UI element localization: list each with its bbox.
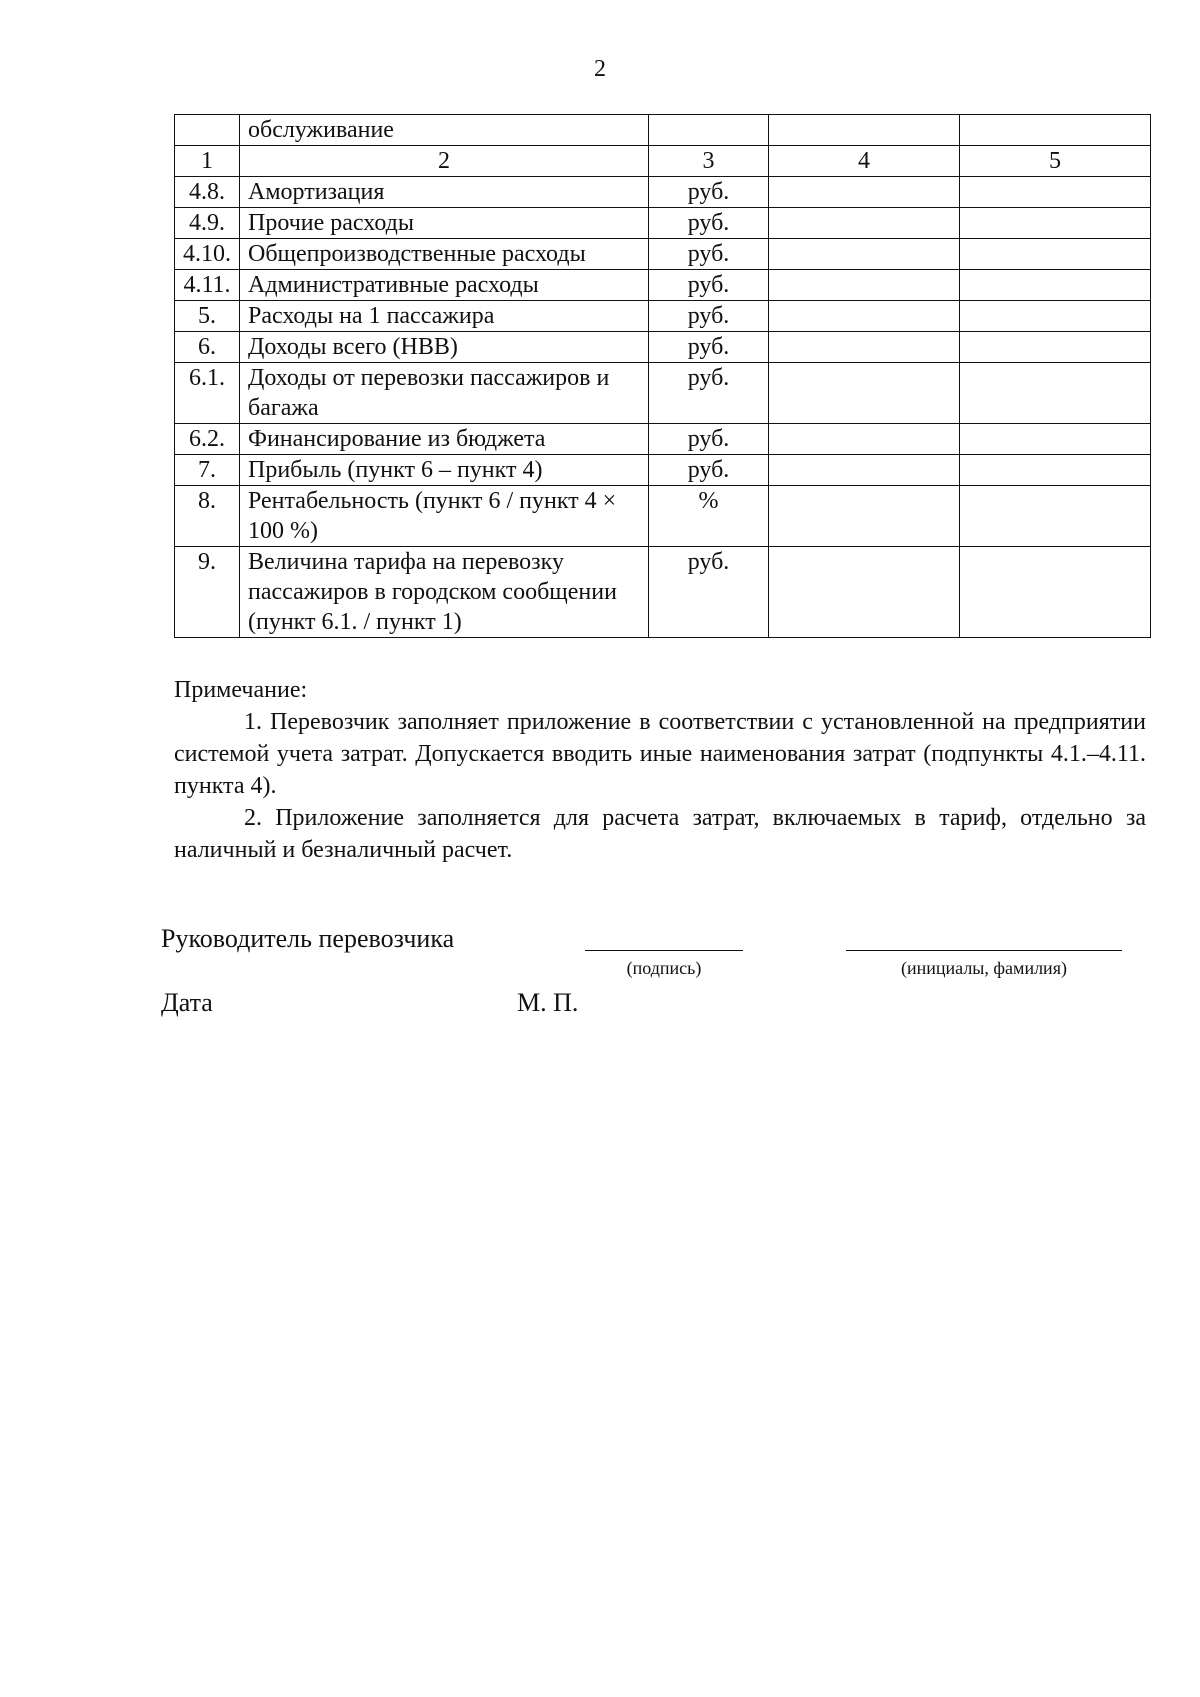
table-row (175, 455, 1151, 486)
note-item-1: 1. Перевозчик заполняет приложение в соответствии с установленной на предприятии системой учета затрат. Допускается вводить иные наименования затрат (подпункты 4.1.–4.11. пункта 4). (174, 709, 1146, 799)
cell-value-4 (769, 301, 960, 332)
cost-table (174, 114, 1151, 638)
cell-value-4 (769, 455, 960, 486)
cell-value-5 (960, 270, 1151, 301)
cell-name: Прибыль (пункт 6 – пункт 4) (240, 455, 649, 486)
cell-number: 6.2. (175, 424, 240, 455)
cell-value-4 (769, 239, 960, 270)
table-row (175, 363, 1151, 424)
signature-line (585, 950, 743, 951)
cell-name: 2 (240, 146, 649, 177)
cell-number: 4.11. (175, 270, 240, 301)
cell-name: Амортизация (240, 177, 649, 208)
cell-value-5 (960, 455, 1151, 486)
date-label: Дата (161, 988, 213, 1017)
stamp-label: М. П. (517, 988, 579, 1017)
cell-value-4 (769, 486, 960, 547)
table-row (175, 177, 1151, 208)
cell-unit (649, 115, 769, 146)
cell-unit: руб. (649, 177, 769, 208)
signature-row (161, 924, 1161, 984)
cell-number (175, 115, 240, 146)
cell-value-5 (960, 332, 1151, 363)
cell-name: Расходы на 1 пассажира (240, 301, 649, 332)
cell-number: 4.8. (175, 177, 240, 208)
cell-value-5: 5 (960, 146, 1151, 177)
table-row (175, 332, 1151, 363)
cell-value-4 (769, 363, 960, 424)
cell-value-4 (769, 424, 960, 455)
cell-name: Доходы от перевозки пассажиров и багажа (240, 363, 649, 424)
cell-name: Административные расходы (240, 270, 649, 301)
cell-value-5 (960, 547, 1151, 638)
notes-title: Примечание: (174, 677, 308, 703)
cell-unit: руб. (649, 455, 769, 486)
cell-value-4 (769, 115, 960, 146)
cell-value-5 (960, 115, 1151, 146)
cell-unit: руб. (649, 208, 769, 239)
cell-value-5 (960, 239, 1151, 270)
cell-unit: 3 (649, 146, 769, 177)
cell-number: 8. (175, 486, 240, 547)
cell-value-5 (960, 177, 1151, 208)
table-column-numbers-row (175, 146, 1151, 177)
table-row (175, 424, 1151, 455)
table-row (175, 270, 1151, 301)
cell-unit: % (649, 486, 769, 547)
cell-unit: руб. (649, 239, 769, 270)
notes-section (174, 674, 1146, 866)
table-row (175, 486, 1151, 547)
note-item-2: 2. Приложение заполняется для расчета затрат, включаемых в тариф, отдельно за наличный и безналичный расчет. (174, 805, 1146, 863)
cell-name: Доходы всего (НВВ) (240, 332, 649, 363)
cell-value-5 (960, 486, 1151, 547)
table-row (175, 301, 1151, 332)
cell-number: 6. (175, 332, 240, 363)
cell-value-5 (960, 363, 1151, 424)
cell-unit: руб. (649, 301, 769, 332)
cell-number: 9. (175, 547, 240, 638)
cell-name: Величина тарифа на перевозку пассажиров в городском сообщении (пункт 6.1. / пункт 1) (240, 547, 649, 638)
cell-value-5 (960, 208, 1151, 239)
cell-value-4 (769, 547, 960, 638)
cell-name: Общепроизводственные расходы (240, 239, 649, 270)
cost-table-body (175, 115, 1151, 638)
cell-unit: руб. (649, 270, 769, 301)
cell-value-5 (960, 424, 1151, 455)
cell-name: обслуживание (240, 115, 649, 146)
cell-value-4 (769, 270, 960, 301)
table-row (175, 115, 1151, 146)
cell-value-4 (769, 332, 960, 363)
cell-value-4 (769, 208, 960, 239)
signature-caption: (подпись) (626, 958, 702, 978)
cell-number: 1 (175, 146, 240, 177)
cell-name: Финансирование из бюджета (240, 424, 649, 455)
cell-number: 6.1. (175, 363, 240, 424)
name-caption: (инициалы, фамилия) (901, 958, 1067, 978)
cell-unit: руб. (649, 332, 769, 363)
table-row (175, 547, 1151, 638)
cell-number: 4.10. (175, 239, 240, 270)
name-line (846, 950, 1122, 951)
cell-value-4: 4 (769, 146, 960, 177)
cell-unit: руб. (649, 363, 769, 424)
table-row (175, 208, 1151, 239)
cell-unit: руб. (649, 547, 769, 638)
cell-number: 7. (175, 455, 240, 486)
cell-name: Рентабельность (пункт 6 / пункт 4 × 100 %) (240, 486, 649, 547)
signature-label: Руководитель перевозчика (161, 924, 455, 953)
cell-value-5 (960, 301, 1151, 332)
cell-unit: руб. (649, 424, 769, 455)
cell-number: 4.9. (175, 208, 240, 239)
cell-value-4 (769, 177, 960, 208)
cell-number: 5. (175, 301, 240, 332)
page-number: 2 (594, 56, 606, 82)
cell-name: Прочие расходы (240, 208, 649, 239)
table-row (175, 239, 1151, 270)
